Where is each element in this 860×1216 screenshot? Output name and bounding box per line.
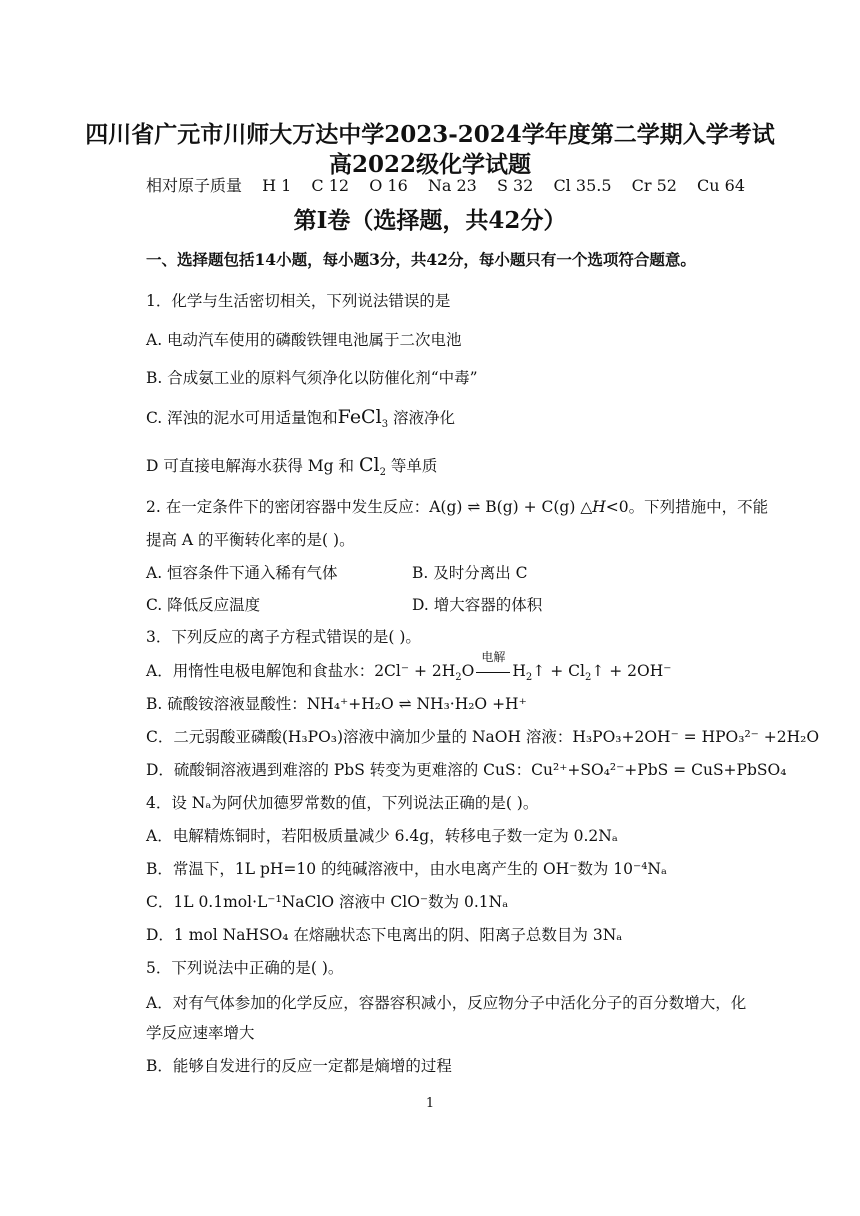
formula: FeCl [337, 406, 382, 428]
question-2-option-b: B. 及时分离出 C [412, 564, 528, 582]
atomic-mass-item: O 16 [369, 176, 408, 195]
stem-text: <0。下列措施中，不能 [605, 498, 769, 516]
electrolysis-arrow [476, 650, 510, 681]
option-text: D 可直接电解海水获得 Mg 和 [146, 457, 355, 475]
atomic-mass-label: 相对原子质量 [146, 176, 243, 195]
question-3-stem: 3．下列反应的离子方程式错误的是( )。 [146, 628, 421, 646]
question-5-option-a: A．对有气体参加的化学反应，容器容积减小，反应物分子中活化分子的百分数增大，化 [146, 994, 747, 1012]
option-text: ↑ + Cl [532, 662, 585, 680]
atomic-mass-item: S 32 [496, 176, 534, 195]
question-3-option-b: B. 硫酸铵溶液显酸性：NH₄⁺+H₂O ⇌ NH₃·H₂O +H⁺ [146, 695, 527, 713]
subscript: 2 [525, 672, 533, 684]
option-text: ↑ + 2OH⁻ [591, 662, 672, 680]
question-2-stem-cont: 提高 A 的平衡转化率的是( )。 [146, 531, 355, 549]
option-text: C. 浑浊的泥水可用适量饱和 [146, 409, 338, 427]
atomic-mass-item: C 12 [311, 176, 350, 195]
question-2-option-d: D. 增大容器的体积 [412, 596, 543, 614]
question-1-option-a: A. 电动汽车使用的磷酸铁锂电池属于二次电池 [146, 331, 462, 349]
question-1-option-c [146, 407, 455, 435]
question-2-option-a: A. 恒容条件下通入稀有气体 [146, 564, 338, 582]
option-text: O [461, 662, 475, 680]
question-2-stem [146, 497, 768, 517]
exam-subtitle: 高2022级化学试题 [328, 151, 531, 178]
page-number: 1 [425, 1096, 435, 1111]
question-5-option-a-cont: 学反应速率增大 [146, 1024, 255, 1042]
question-3-option-a [146, 650, 672, 688]
question-4-option-d: D．1 mol NaHSO₄ 在熔融状态下电离出的阴、阳离子总数目为 3Nₐ [146, 926, 623, 944]
question-2-option-c: C. 降低反应温度 [146, 596, 261, 614]
part-title: 第I卷（选择题，共42分） [293, 207, 567, 234]
enthalpy-symbol: H [592, 498, 606, 516]
option-text: A．用惰性电极电解饱和食盐水：2Cl⁻ + 2H [146, 662, 456, 680]
atomic-mass-item: H 1 [262, 176, 292, 195]
question-3-option-d: D．硫酸铜溶液遇到难溶的 PbS 转变为更难溶的 CuS：Cu²⁺+SO₄²⁻+PbS = CuS+PbSO₄ [146, 761, 787, 779]
question-1-stem: 1．化学与生活密切相关，下列说法错误的是 [146, 292, 451, 310]
formula: Cl [358, 454, 380, 476]
question-1-option-b: B. 合成氨工业的原料气须净化以防催化剂“中毒” [146, 369, 478, 387]
subscript: 2 [584, 672, 592, 684]
subscript: 2 [455, 672, 462, 684]
question-4-option-c: C．1L 0.1mol·L⁻¹NaClO 溶液中 ClO⁻数为 0.1Nₐ [146, 893, 509, 911]
question-5-option-b: B．能够自发进行的反应一定都是熵增的过程 [146, 1057, 452, 1075]
question-1-option-d [146, 455, 437, 483]
exam-title: 四川省广元市川师大万达中学2023-2024学年度第二学期入学考试 [85, 121, 775, 148]
question-5-stem: 5．下列说法中正确的是( )。 [146, 959, 344, 977]
atomic-mass-item: Na 23 [427, 176, 477, 195]
option-text: H [512, 662, 526, 680]
subscript: 2 [379, 467, 386, 479]
question-4-option-a: A．电解精炼铜时，若阳极质量减少 6.4g，转移电子数一定为 0.2Nₐ [146, 827, 618, 845]
atomic-mass-item: Cl 35.5 [553, 176, 612, 195]
question-3-option-c: C．二元弱酸亚磷酸(H₃PO₃)溶液中滴加少量的 NaOH 溶液：H₃PO₃+2OH⁻ = HPO₃²⁻ +2H₂O [146, 728, 820, 746]
electrolysis-condition: 电解 [481, 650, 506, 664]
question-4-option-b: B．常温下，1L pH=10 的纯碱溶液中，由水电离产生的 OH⁻数为 10⁻⁴Nₐ [146, 860, 667, 878]
atomic-mass-item: Cr 52 [631, 176, 677, 195]
option-text: 溶液净化 [393, 409, 456, 427]
option-text: 等单质 [390, 457, 438, 475]
section-heading: 一、选择题包括14小题，每小题3分，共42分，每小题只有一个选项符合题意。 [146, 250, 696, 269]
stem-text: 2. 在一定条件下的密闭容器中发生反应：A(g) ⇌ B(g) + C(g) △ [146, 498, 593, 516]
atomic-mass-item: Cu 64 [697, 176, 746, 195]
question-4-stem: 4．设 Nₐ为阿伏加德罗常数的值，下列说法正确的是( )。 [146, 794, 539, 812]
subscript: 3 [381, 419, 389, 431]
atomic-mass-line [146, 176, 760, 196]
